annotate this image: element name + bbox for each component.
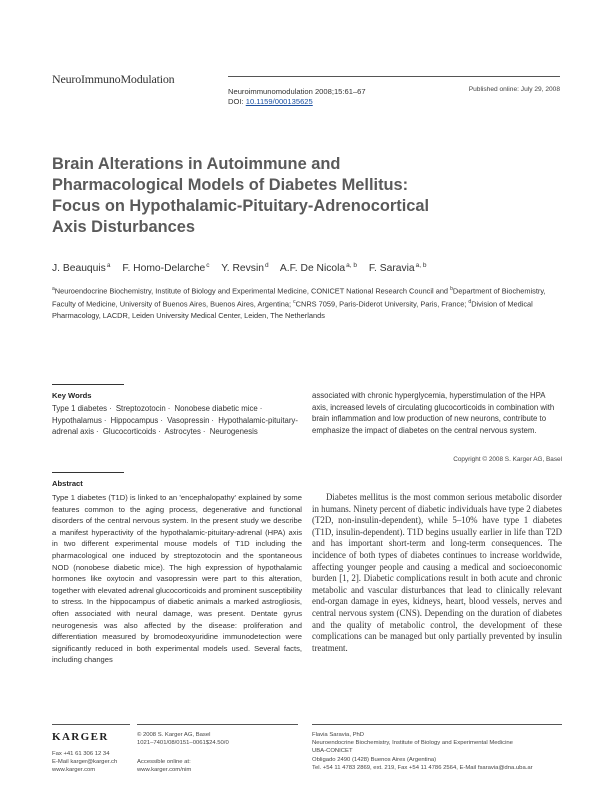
keyword: Astrocytes — [164, 427, 201, 436]
keyword: Nonobese diabetic mice — [174, 404, 258, 413]
doi — [228, 97, 313, 106]
abstract-continuation: associated with chronic hyperglycemia, hyperstimulation of the HPA axis, increased levels of circulating glucocorticoids in combination with brain inflammation and low production of new neurons, contribute to emphasize the impact of diabetes on the central nervous system. — [312, 391, 555, 435]
footer-copyright: © 2008 S. Karger AG, Basel — [137, 732, 211, 738]
introduction-text: Diabetes mellitus is the most common serious metabolic disorder in humans. Ninety percent of diabetic individuals have type 2 diabetes (T2D, non-insulin-dependent), while 5–10% have type 1 diabetes (T1D, insulin-dependent). T1D begins usually earlier in life than T2D and has important short-term and long-term consequences. The incidence of both types of diabetes continues to increase worldwide, affecting younger people and causing a medical and socioeconomic burden [1, 2]. Diabetic complications result in both acute and chronic metabolic and vascular disturbances that lead to clinically relevant end-organ damage in eyes, kidneys, heart, blood vessels, nerves and central nervous system (CNS). Depending on the duration of diabetes and the quality of metabolic control, the development of these complications can be managed but only partially prevented by insulin treatment. — [312, 492, 562, 653]
author: F. Homo-Delarche$^c$ — [122, 262, 210, 275]
doi-link[interactable]: 10.1159/000135625 — [245, 97, 313, 106]
title-line: Axis Disturbances — [52, 218, 196, 236]
copyright-notice: Copyright © 2008 S. Karger AG, Basel — [453, 456, 562, 463]
keyword: Vasopressin — [167, 415, 210, 425]
accessible-label: Accessible online at: — [137, 759, 191, 765]
corresponding-author: Flavia Saravia, PhD — [312, 732, 365, 738]
keyword: Hypothalamus — [52, 415, 102, 425]
keyword: Hippocampus — [110, 415, 159, 425]
abstract-heading: Abstract — [52, 479, 83, 488]
abstract-rule — [52, 472, 124, 473]
publisher-fax: Fax +41 61 306 12 34 — [52, 751, 110, 757]
title-line: Brain Alterations in Autoimmune and — [52, 155, 341, 173]
abstract-text: Type 1 diabetes (T1D) is linked to an 'encephalopathy' explained by some features common to the aging process, degenerative and functional disorders of the central nervous system. In the present study we describe a manifest hyperactivity of the hypothalamic-pituitary-adrenal (HPA) axis in two different experimental mouse models of T1D including the pharmacological one induced by streptozotocin and the spontaneous NOD (nonobese diabetic mice). The high expression of hypothalamic hormones like oxytocin and vasopressin were part to this alteration, together with elevated adrenal glucocorticoids and prominent susceptibility to stress. In the hippocampus of diabetic animals a marked astrogliosis, often associated with neural damage, was present. Dentate gyrus neurogenesis was also affected by the disease: proliferation and differentiation measured by bromodeoxyuridine immunodetection were significantly reduced in both experimental models used. Several facts, including changes — [52, 493, 302, 665]
keyword: Streptozotocin — [115, 404, 166, 413]
online-access — [137, 758, 191, 774]
footer-rule-middle — [137, 724, 298, 725]
affiliations: $^a$Neuroendocrine Biochemistry, Institute of Biology and Experimental Medicine, CONICET National Research Council and $^b$Department of Biochemistry, Faculty of Medicine, University of Buenos Aires, Buenos Aires, Argentina; $^c$CNRS 7059, Paris-Diderot University, Paris, France; $^d$Division of Medical Pharmacology, LACDR, Leiden University Medical Center, Leiden, The Netherlands — [52, 286, 546, 320]
author: F. Saravia$^{a, b}$ — [368, 262, 427, 275]
footer-rule-right — [312, 724, 562, 725]
publisher-website[interactable]: www.karger.com — [52, 767, 96, 774]
corr-organization: UBA-CONICET — [312, 748, 353, 755]
footer-rule-left — [52, 724, 130, 725]
citation: Neuroimmunomodulation 2008;15:61–67 — [228, 87, 366, 96]
keyword: Glucocorticoids — [102, 427, 157, 436]
publisher-logo: KARGER — [52, 731, 109, 743]
article-title — [52, 154, 532, 238]
keyword: Neurogenesis — [209, 427, 258, 436]
author-list — [52, 262, 572, 274]
author: A.F. De Nicola$^{a, b}$ — [279, 262, 357, 275]
keyword: Type 1 diabetes — [52, 404, 108, 413]
keyword-list: Type 1 diabetes · Streptozotocin · Nonobese diabetic mice · Hypothalamus · Hippocampus · Vasopressin · Hypothalamic-pituitary-adrenal axis · Glucocorticoids · Astrocytes · Neurogenesis — [52, 404, 298, 436]
keyword: Hypothalamic-pituitary-adrenal axis — [52, 415, 298, 436]
article-rights — [137, 731, 229, 747]
issn: 1021–7401/08/0151–0061$24.50/0 — [137, 740, 229, 747]
accessible-url[interactable]: www.karger.com/nim — [137, 767, 192, 774]
publication-date: Published online: July 29, 2008 — [468, 86, 560, 93]
title-line: Focus on Hypothalamic-Pituitary-Adrenocortical — [52, 197, 430, 215]
corr-institution: Neuroendocrine Biochemistry, Institute of Biology and Experimental Medicine — [312, 740, 513, 747]
publisher-email[interactable]: E-Mail karger@karger.ch — [52, 759, 118, 766]
corr-address: Obligado 2490 (1428) Buenos Aires (Argentina) — [312, 756, 437, 763]
keywords-rule — [52, 384, 124, 385]
author: Y. Revsin$^d$ — [221, 262, 269, 275]
doi-label: DOI: — [228, 97, 246, 106]
correspondence — [312, 731, 564, 772]
header-divider — [228, 76, 560, 77]
title-line: Pharmacological Models of Diabetes Mellitus: — [52, 176, 409, 194]
author: J. Beauquis$^a$ — [52, 262, 111, 275]
corr-contact: Tel. +54 11 4783 2869, ext. 219, Fax +54 11 4786 2564, E-Mail fsaravia@dna.uba.ar — [312, 764, 533, 771]
publisher-contact — [52, 750, 117, 775]
journal-logo: NeuroImmunoModulation — [52, 72, 175, 86]
keywords-heading: Key Words — [52, 391, 92, 400]
